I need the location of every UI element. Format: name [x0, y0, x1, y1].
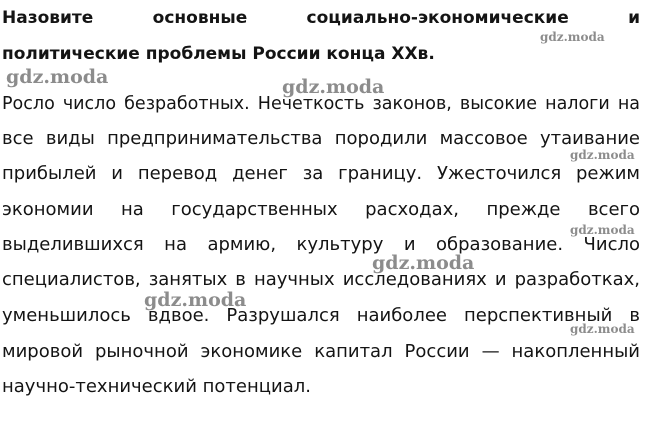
watermark: gdz.moda — [540, 30, 605, 44]
watermark: gdz.moda — [372, 252, 475, 274]
answer-line-1: Росло число безработных. Нечеткость законов, высокие налоги на — [2, 94, 640, 114]
watermark: gdz.moda — [570, 148, 635, 162]
answer-line-2: все виды предпринимательства породили массовое утаивание — [2, 128, 640, 149]
answer-line-6: специалистов, занятых в научных исследованиях и разработках, — [2, 269, 640, 290]
question-line-2: политические проблемы России конца XXв. — [2, 44, 435, 64]
answer-line-9: научно-технический потенциал. — [2, 376, 311, 397]
answer-line-4: экономии на государственных расходах, прежде всего — [2, 199, 640, 220]
watermark: gdz.moda — [570, 223, 635, 237]
answer-line-5: выделившихся на армию, культуру и образование. Число — [2, 234, 640, 255]
watermark: gdz.moda — [570, 322, 635, 336]
watermark: gdz.moda — [6, 66, 109, 88]
answer-line-3: прибылей и перевод денег за границу. Ужесточился режим — [2, 163, 640, 184]
answer-line-7: уменьшилось вдвое. Разрушался наиболее перспективный в — [2, 305, 640, 326]
watermark: gdz.moda — [144, 289, 247, 311]
question-line-1: Назовите основные социально-экономические и — [2, 8, 640, 28]
answer-line-8: мировой рыночной экономике капитал России — накопленный — [2, 341, 640, 362]
watermark: gdz.moda — [282, 76, 385, 98]
